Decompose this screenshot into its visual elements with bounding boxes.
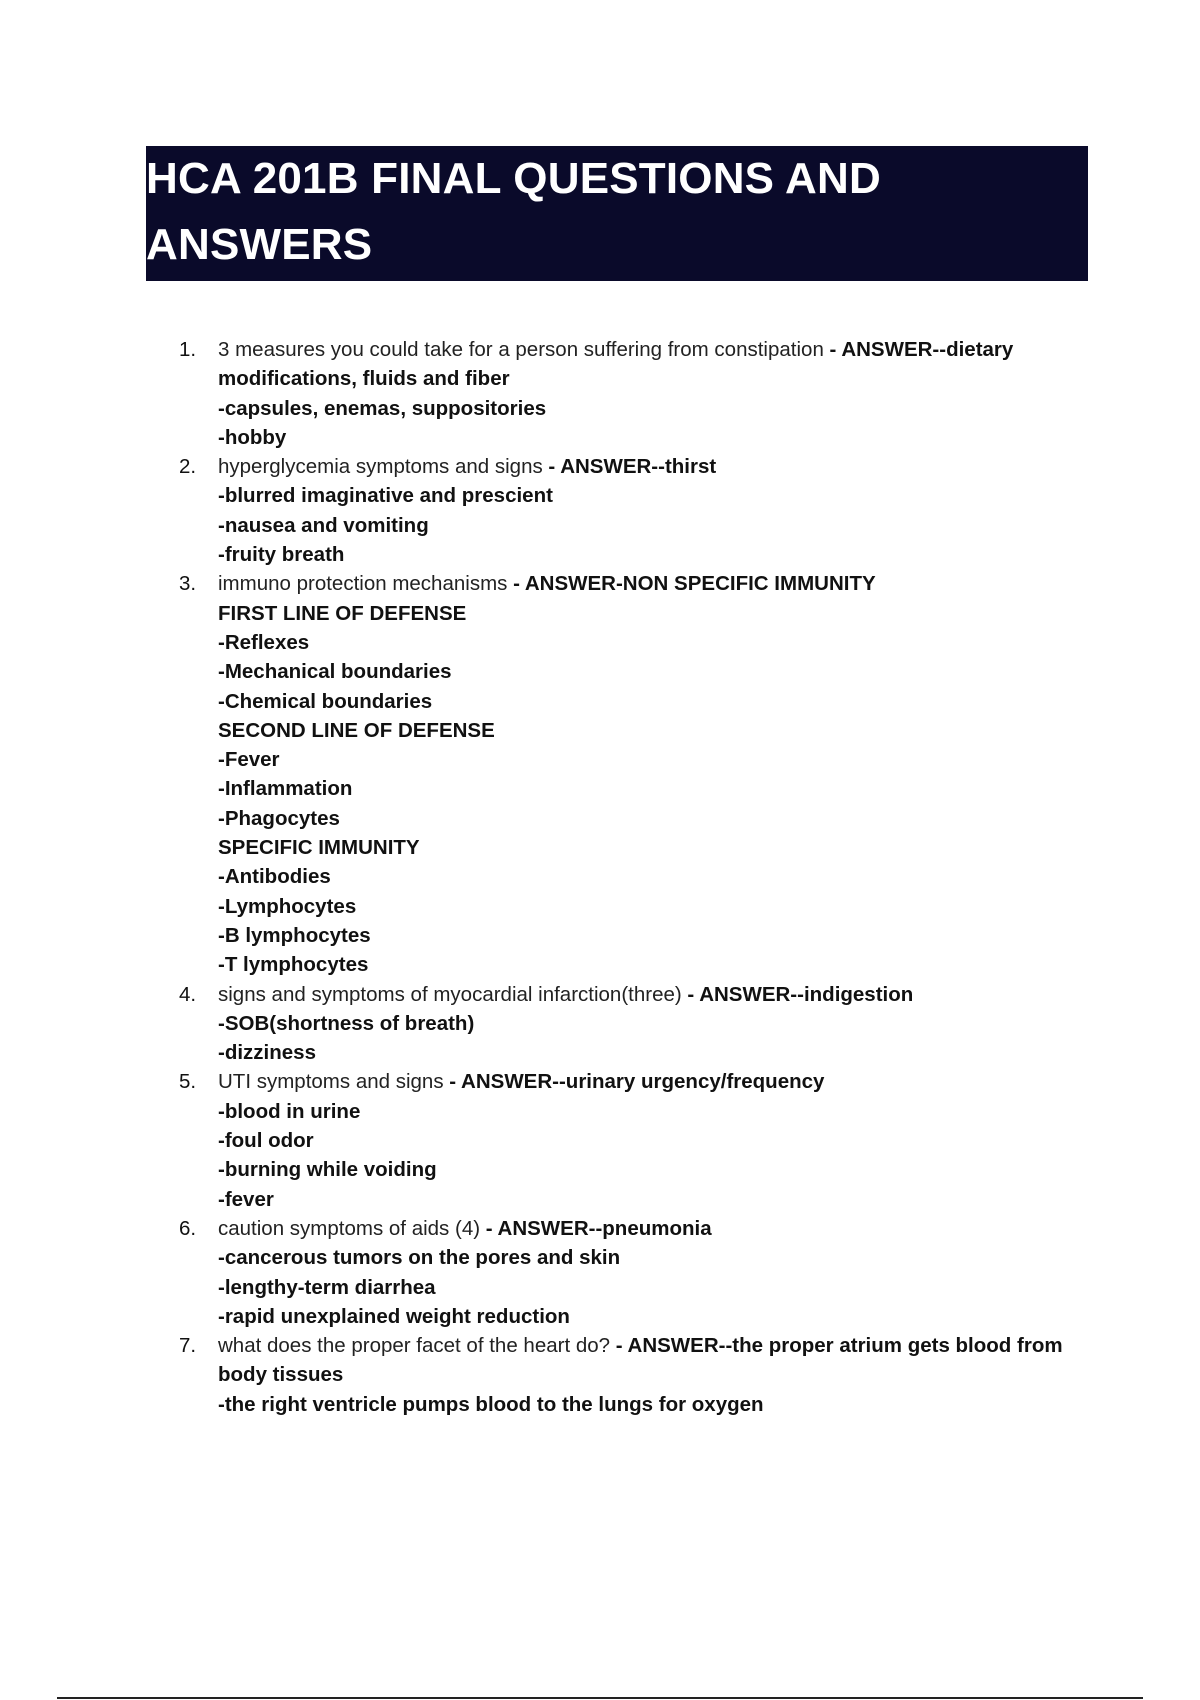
answer-line: -Mechanical boundaries: [218, 660, 452, 684]
question-text: signs and symptoms of myocardial infarction(three): [218, 982, 682, 1006]
title-banner: [146, 146, 1088, 281]
answer-line: -Antibodies: [218, 865, 331, 889]
answer-line: -Inflammation: [218, 777, 353, 801]
answer-separator: -: [507, 572, 525, 596]
answer-line: -Reflexes: [218, 630, 310, 654]
question-text: hyperglycemia symptoms and signs: [218, 455, 543, 479]
answer-first-line: ANSWER--thirst: [560, 455, 717, 479]
answer-first-line: ANSWER--the proper atrium gets blood from body tissues: [218, 1334, 1063, 1387]
item-number: 3.: [179, 572, 197, 596]
qa-item-5: [146, 1067, 1086, 1213]
qa-list: [146, 335, 1086, 1419]
answer-separator: -: [480, 1216, 498, 1240]
answer-line: SPECIFIC IMMUNITY: [218, 836, 420, 860]
answer-line: -dizziness: [218, 1041, 316, 1065]
document-title: [146, 146, 1088, 278]
answer-line: -lengthy-term diarrhea: [218, 1275, 436, 1299]
answer-line: -the right ventricle pumps blood to the lungs for oxygen: [218, 1392, 764, 1416]
answer-line: FIRST LINE OF DEFENSE: [218, 601, 467, 625]
answer-line: -B lymphocytes: [218, 923, 371, 947]
answer-first-line: ANSWER--dietary modifications, fluids and fiber: [218, 338, 1014, 391]
item-number: 5.: [179, 1070, 197, 1094]
item-number: 7.: [179, 1334, 197, 1358]
answer-line: -Lymphocytes: [218, 894, 357, 918]
answer-line: -Phagocytes: [218, 806, 340, 830]
question-text: caution symptoms of aids (4): [218, 1216, 481, 1240]
qa-item-3: [146, 569, 1086, 979]
qa-item-1: [146, 335, 1086, 452]
answer-separator: -: [610, 1334, 628, 1358]
qa-item-2: [146, 452, 1086, 569]
answer-line: -cancerous tumors on the pores and skin: [218, 1246, 621, 1270]
item-number: 4.: [179, 982, 197, 1006]
qa-item-4: [146, 980, 1086, 1068]
title-line-2: ANSWERS: [146, 220, 373, 269]
qa-item-6: [146, 1214, 1086, 1331]
answer-separator: -: [443, 1070, 462, 1094]
answer-line: -fruity breath: [218, 543, 345, 567]
answer-line: -nausea and vomiting: [218, 513, 429, 537]
footer-divider: [57, 1697, 1143, 1699]
item-number: 1.: [179, 338, 197, 361]
answer-first-line: ANSWER--urinary urgency/frequency: [461, 1070, 825, 1094]
question-text: 3 measures you could take for a person suffering from constipation: [218, 338, 824, 361]
qa-item-7: [146, 1331, 1086, 1419]
answer-line: -SOB(shortness of breath): [218, 1011, 475, 1035]
answer-line: -Chemical boundaries: [218, 689, 433, 713]
answer-line: -hobby: [218, 425, 287, 449]
answer-line: -blurred imaginative and prescient: [218, 484, 553, 508]
answer-line: -Fever: [218, 748, 280, 772]
answer-line: -fever: [218, 1187, 274, 1211]
question-text: immuno protection mechanisms: [218, 572, 508, 596]
answer-line: -blood in urine: [218, 1099, 361, 1123]
title-line-1: HCA 201B FINAL QUESTIONS AND: [146, 154, 881, 203]
item-number: 6.: [179, 1216, 197, 1240]
answer-line: SECOND LINE OF DEFENSE: [218, 718, 495, 742]
item-number: 2.: [179, 455, 197, 479]
question-text: what does the proper facet of the heart do?: [218, 1334, 611, 1358]
answer-line: -burning while voiding: [218, 1158, 437, 1182]
question-text: UTI symptoms and signs: [218, 1070, 444, 1094]
answer-first-line: ANSWER--pneumonia: [497, 1216, 712, 1240]
answer-separator: -: [542, 455, 561, 479]
answer-line: -T lymphocytes: [218, 953, 369, 977]
answer-separator: -: [681, 982, 700, 1006]
answer-first-line: ANSWER--indigestion: [699, 982, 914, 1006]
answer-line: -capsules, enemas, suppositories: [218, 396, 547, 420]
answer-first-line: ANSWER-NON SPECIFIC IMMUNITY: [524, 572, 876, 596]
answer-line: -foul odor: [218, 1129, 314, 1153]
answer-line: -rapid unexplained weight reduction: [218, 1304, 570, 1328]
answer-separator: -: [823, 338, 842, 361]
